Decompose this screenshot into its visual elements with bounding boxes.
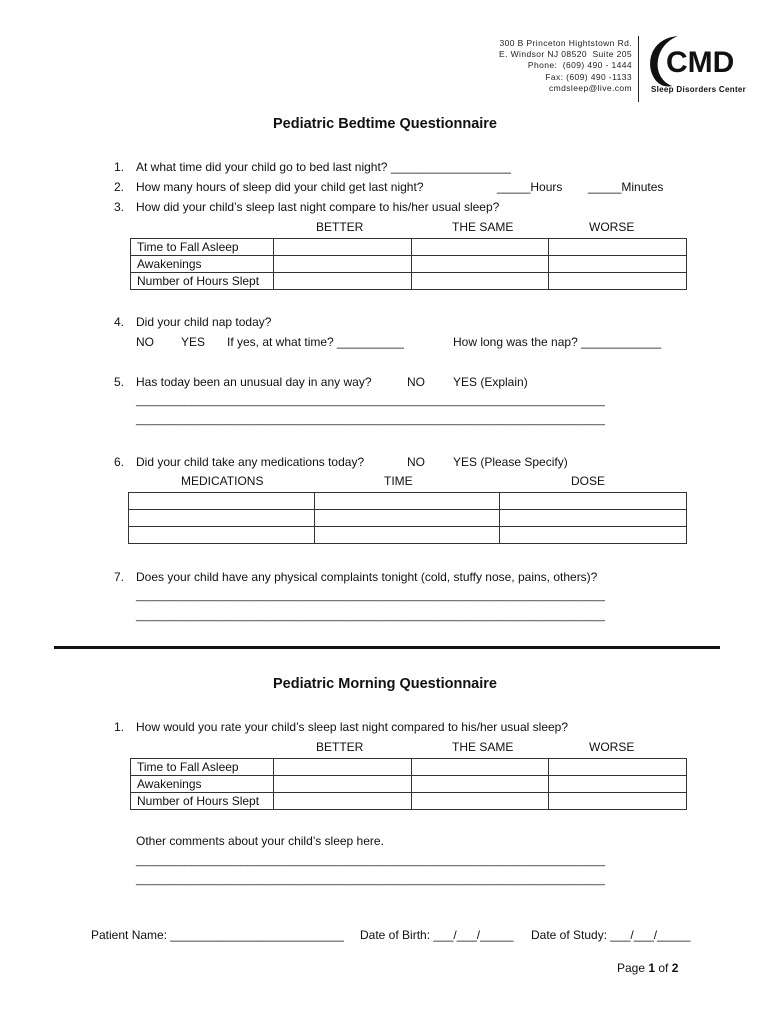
header-divider: [638, 36, 639, 102]
table-row: [129, 527, 687, 544]
meds-no-option[interactable]: NO: [407, 455, 425, 469]
bedtime-q5: Has today been an unusual day in any way?: [136, 375, 372, 389]
col-medications: MEDICATIONS: [181, 474, 264, 488]
time-cell[interactable]: [314, 493, 500, 510]
dose-cell[interactable]: [500, 493, 687, 510]
time-cell[interactable]: [314, 510, 500, 527]
address-block: [499, 38, 632, 94]
bedtime-title: Pediatric Bedtime Questionnaire: [272, 116, 497, 132]
explain-line[interactable]: ____________________________________________________________________________: [136, 414, 605, 426]
dose-cell[interactable]: [500, 510, 687, 527]
checkbox-cell[interactable]: [549, 273, 687, 290]
page-of: of: [655, 961, 672, 975]
checkbox-cell[interactable]: [411, 776, 549, 793]
checkbox-cell[interactable]: [273, 256, 411, 273]
nap-yes-option[interactable]: YES: [181, 335, 206, 349]
col-worse: WORSE: [589, 220, 635, 234]
row-label: Time to Fall Asleep: [131, 239, 274, 256]
section-divider: [54, 646, 720, 649]
q-number: 5.: [114, 375, 125, 389]
col-time: TIME: [384, 474, 413, 488]
checkbox-cell[interactable]: [273, 239, 411, 256]
hours-field[interactable]: _____Hours: [497, 180, 563, 194]
medication-cell[interactable]: [129, 510, 315, 527]
page-number: 1: [648, 961, 656, 975]
email-text: cmdsleep@live.com: [549, 82, 632, 93]
medication-cell[interactable]: [129, 493, 315, 510]
morning-q1: How would you rate your child’s sleep last night compared to his/her usual sleep?: [136, 720, 569, 734]
row-label: Number of Hours Slept: [131, 793, 274, 810]
nap-length-field[interactable]: How long was the nap? ____________: [453, 335, 662, 349]
table-row: [129, 510, 687, 527]
checkbox-cell[interactable]: [273, 759, 411, 776]
checkbox-cell[interactable]: [273, 776, 411, 793]
checkbox-cell[interactable]: [411, 273, 549, 290]
bedtime-q7: Does your child have any physical complaints tonight (cold, stuffy nose, pains, others)?: [136, 570, 598, 584]
checkbox-cell[interactable]: [411, 256, 549, 273]
logo-subtitle: Sleep Disorders Center: [651, 85, 747, 94]
patient-name-field[interactable]: Patient Name: __________________________: [91, 928, 344, 942]
checkbox-cell[interactable]: [549, 776, 687, 793]
other-comments-label: Other comments about your child’s sleep here.: [136, 834, 384, 848]
table-row: [131, 239, 687, 256]
row-label: Number of Hours Slept: [131, 273, 274, 290]
q-number: 1.: [114, 720, 125, 734]
nap-time-field[interactable]: If yes, at what time? __________: [227, 335, 404, 349]
bedtime-q1: At what time did your child go to bed last night? __________________: [136, 160, 511, 174]
col-same: THE SAME: [452, 740, 514, 754]
q-number: 6.: [114, 455, 125, 469]
col-dose: DOSE: [571, 474, 606, 488]
page-indicator: [617, 961, 678, 975]
bedtime-q4: Did your child nap today?: [136, 315, 272, 329]
meds-yes-option[interactable]: YES (Please Specify): [453, 455, 568, 469]
checkbox-cell[interactable]: [273, 273, 411, 290]
q-number: 2.: [114, 180, 125, 194]
row-label: Awakenings: [131, 256, 274, 273]
checkbox-cell[interactable]: [549, 256, 687, 273]
comments-line[interactable]: ____________________________________________________________________________: [136, 874, 605, 886]
q-number: 1.: [114, 160, 125, 174]
row-label: Time to Fall Asleep: [131, 759, 274, 776]
comments-line[interactable]: ____________________________________________________________________________: [136, 855, 605, 867]
table-row: [131, 793, 687, 810]
row-label: Awakenings: [131, 776, 274, 793]
address-line: 300 B Princeton Hightstown Rd.: [499, 38, 632, 48]
logo-text: CMD: [666, 46, 735, 79]
page-total: 2: [671, 961, 679, 975]
checkbox-cell[interactable]: [549, 759, 687, 776]
time-cell[interactable]: [314, 527, 500, 544]
checkbox-cell[interactable]: [549, 793, 687, 810]
complaints-line[interactable]: ____________________________________________________________________________: [136, 610, 605, 622]
table-row: [131, 776, 687, 793]
table-row: [131, 759, 687, 776]
checkbox-cell[interactable]: [411, 793, 549, 810]
address-line: E. Windsor NJ 08520 Suite 205: [499, 49, 632, 60]
address-line: Fax: (609) 490 -1133: [545, 71, 632, 82]
table-row: [131, 256, 687, 273]
study-date-field[interactable]: Date of Study: ___/___/_____: [531, 928, 691, 942]
bedtime-q6: Did your child take any medications today?: [136, 455, 365, 469]
table-row: [131, 273, 687, 290]
col-worse: WORSE: [589, 740, 635, 754]
q-number: 7.: [114, 570, 125, 584]
checkbox-cell[interactable]: [273, 793, 411, 810]
checkbox-cell[interactable]: [411, 759, 549, 776]
morning-compare-table: [130, 758, 687, 810]
morning-title: Pediatric Morning Questionnaire: [273, 676, 497, 692]
bedtime-q3: How did your child’s sleep last night compare to his/her usual sleep?: [136, 200, 500, 214]
medication-cell[interactable]: [129, 527, 315, 544]
medications-table: [128, 492, 687, 544]
address-line: Phone: (609) 490 - 1444: [527, 60, 632, 71]
explain-line[interactable]: ____________________________________________________________________________: [136, 395, 605, 407]
q-number: 3.: [114, 200, 125, 214]
table-row: [129, 493, 687, 510]
q-number: 4.: [114, 315, 125, 329]
nap-no-option[interactable]: NO: [136, 335, 154, 349]
bedtime-q2: How many hours of sleep did your child get last night?: [136, 180, 424, 194]
dob-field[interactable]: Date of Birth: ___/___/_____: [360, 928, 514, 942]
col-same: THE SAME: [452, 220, 514, 234]
col-better: BETTER: [316, 220, 364, 234]
dose-cell[interactable]: [500, 527, 687, 544]
unusual-no-option[interactable]: NO: [407, 375, 425, 389]
minutes-field[interactable]: _____Minutes: [588, 180, 664, 194]
checkbox-cell[interactable]: [549, 239, 687, 256]
bedtime-compare-table: [130, 238, 687, 290]
page-prefix: Page: [617, 961, 649, 975]
checkbox-cell[interactable]: [411, 239, 549, 256]
unusual-yes-option[interactable]: YES (Explain): [453, 375, 528, 389]
col-better: BETTER: [316, 740, 364, 754]
complaints-line[interactable]: ____________________________________________________________________________: [136, 590, 605, 602]
